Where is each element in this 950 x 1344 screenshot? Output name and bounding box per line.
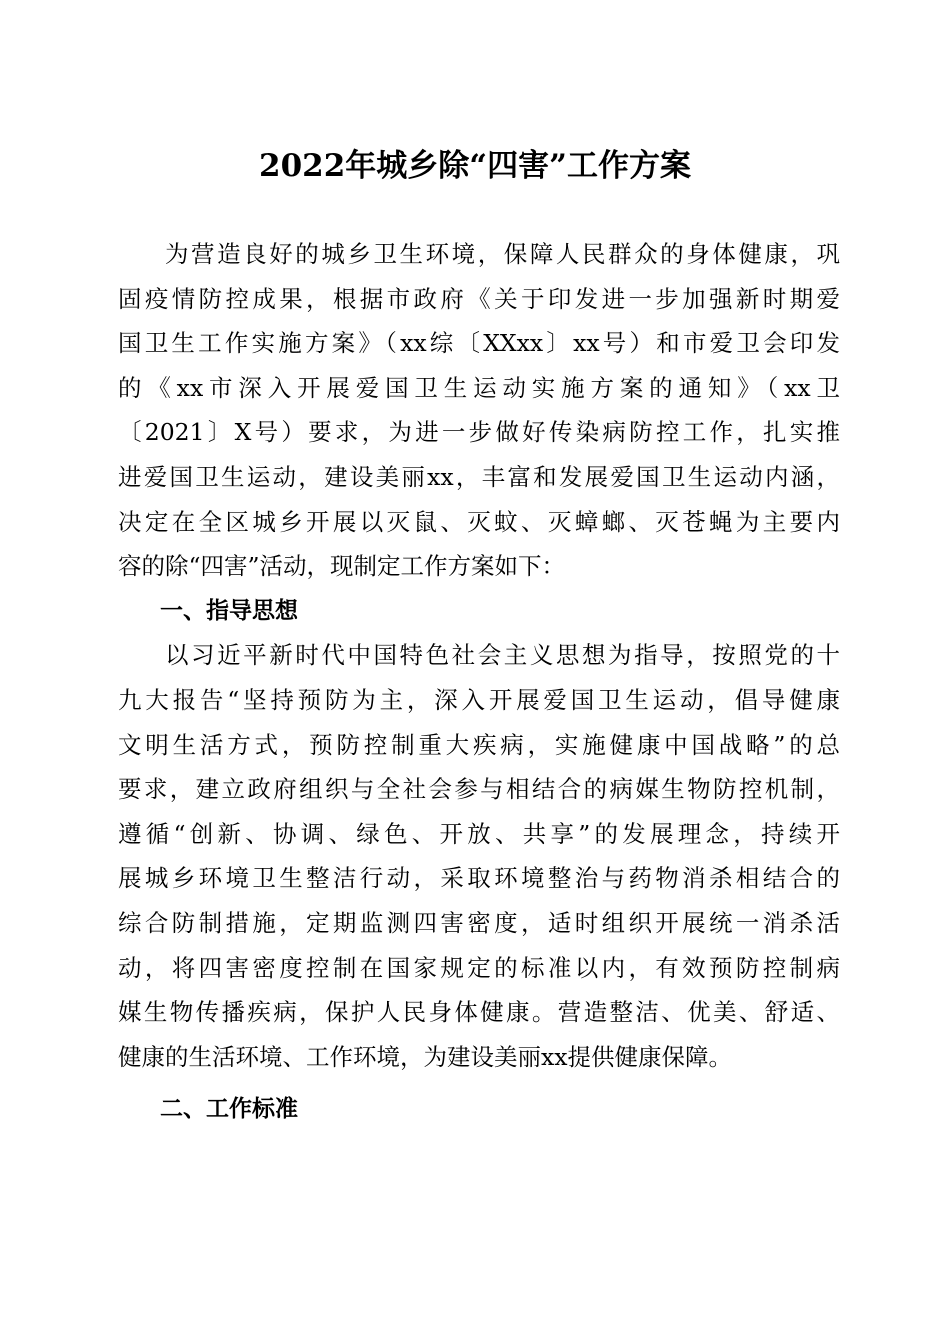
document-title: 2022年城乡除“四害”工作方案 xyxy=(259,148,691,184)
section1-line: 健康的生活环境、工作环境，为建设美丽xx提供健康保障。 xyxy=(118,1042,733,1071)
section1-line: 要求，建立政府组织与全社会参与相结合的病媒生物防控机制， xyxy=(118,775,840,804)
section-heading-guiding-ideology: 一、指导思想 xyxy=(160,597,298,624)
section1-line: 文明生活方式，预防控制重大疾病，实施健康中国战略”的总 xyxy=(118,730,840,759)
intro-line: 为营造良好的城乡卫生环境，保障人民群众的身体健康，巩 xyxy=(165,240,840,268)
section1-line: 媒生物传播疾病，保护人民身体健康。营造整洁、优美、舒适、 xyxy=(118,998,840,1027)
section1-line: 九大报告“坚持预防为主，深入开展爱国卫生运动，倡导健康 xyxy=(118,685,840,714)
intro-line: 进爱国卫生运动，建设美丽xx，丰富和发展爱国卫生运动内涵， xyxy=(118,462,840,491)
section1-line: 综合防制措施，定期监测四害密度，适时组织开展统一消杀活 xyxy=(118,908,840,937)
intro-line: 国卫生工作实施方案》（xx综〔XXxx〕xx号）和市爱卫会印发 xyxy=(118,329,840,358)
intro-line: 容的除“四害”活动，现制定工作方案如下： xyxy=(118,552,566,581)
section1-line: 以习近平新时代中国特色社会主义思想为指导，按照党的十 xyxy=(165,641,840,670)
document-body xyxy=(118,236,840,1136)
intro-line: 决定在全区城乡开展以灭鼠、灭蚊、灭蟑螂、灭苍蝇为主要内 xyxy=(118,507,840,536)
section1-line: 展城乡环境卫生整洁行动，采取环境整治与药物消杀相结合的 xyxy=(118,864,840,893)
intro-line: 〔2021〕X号）要求，为进一步做好传染病防控工作，扎实推 xyxy=(118,418,840,447)
section-heading-work-standards: 二、工作标准 xyxy=(160,1096,298,1123)
intro-line: 的《xx市深入开展爱国卫生运动实施方案的通知》（xx卫 xyxy=(118,373,840,402)
section1-line: 动，将四害密度控制在国家规定的标准以内，有效预防控制病 xyxy=(118,953,840,982)
intro-line: 固疫情防控成果，根据市政府《关于印发进一步加强新时期爱 xyxy=(118,284,840,313)
section1-line: 遵循“创新、协调、绿色、开放、共享”的发展理念，持续开 xyxy=(118,819,840,848)
